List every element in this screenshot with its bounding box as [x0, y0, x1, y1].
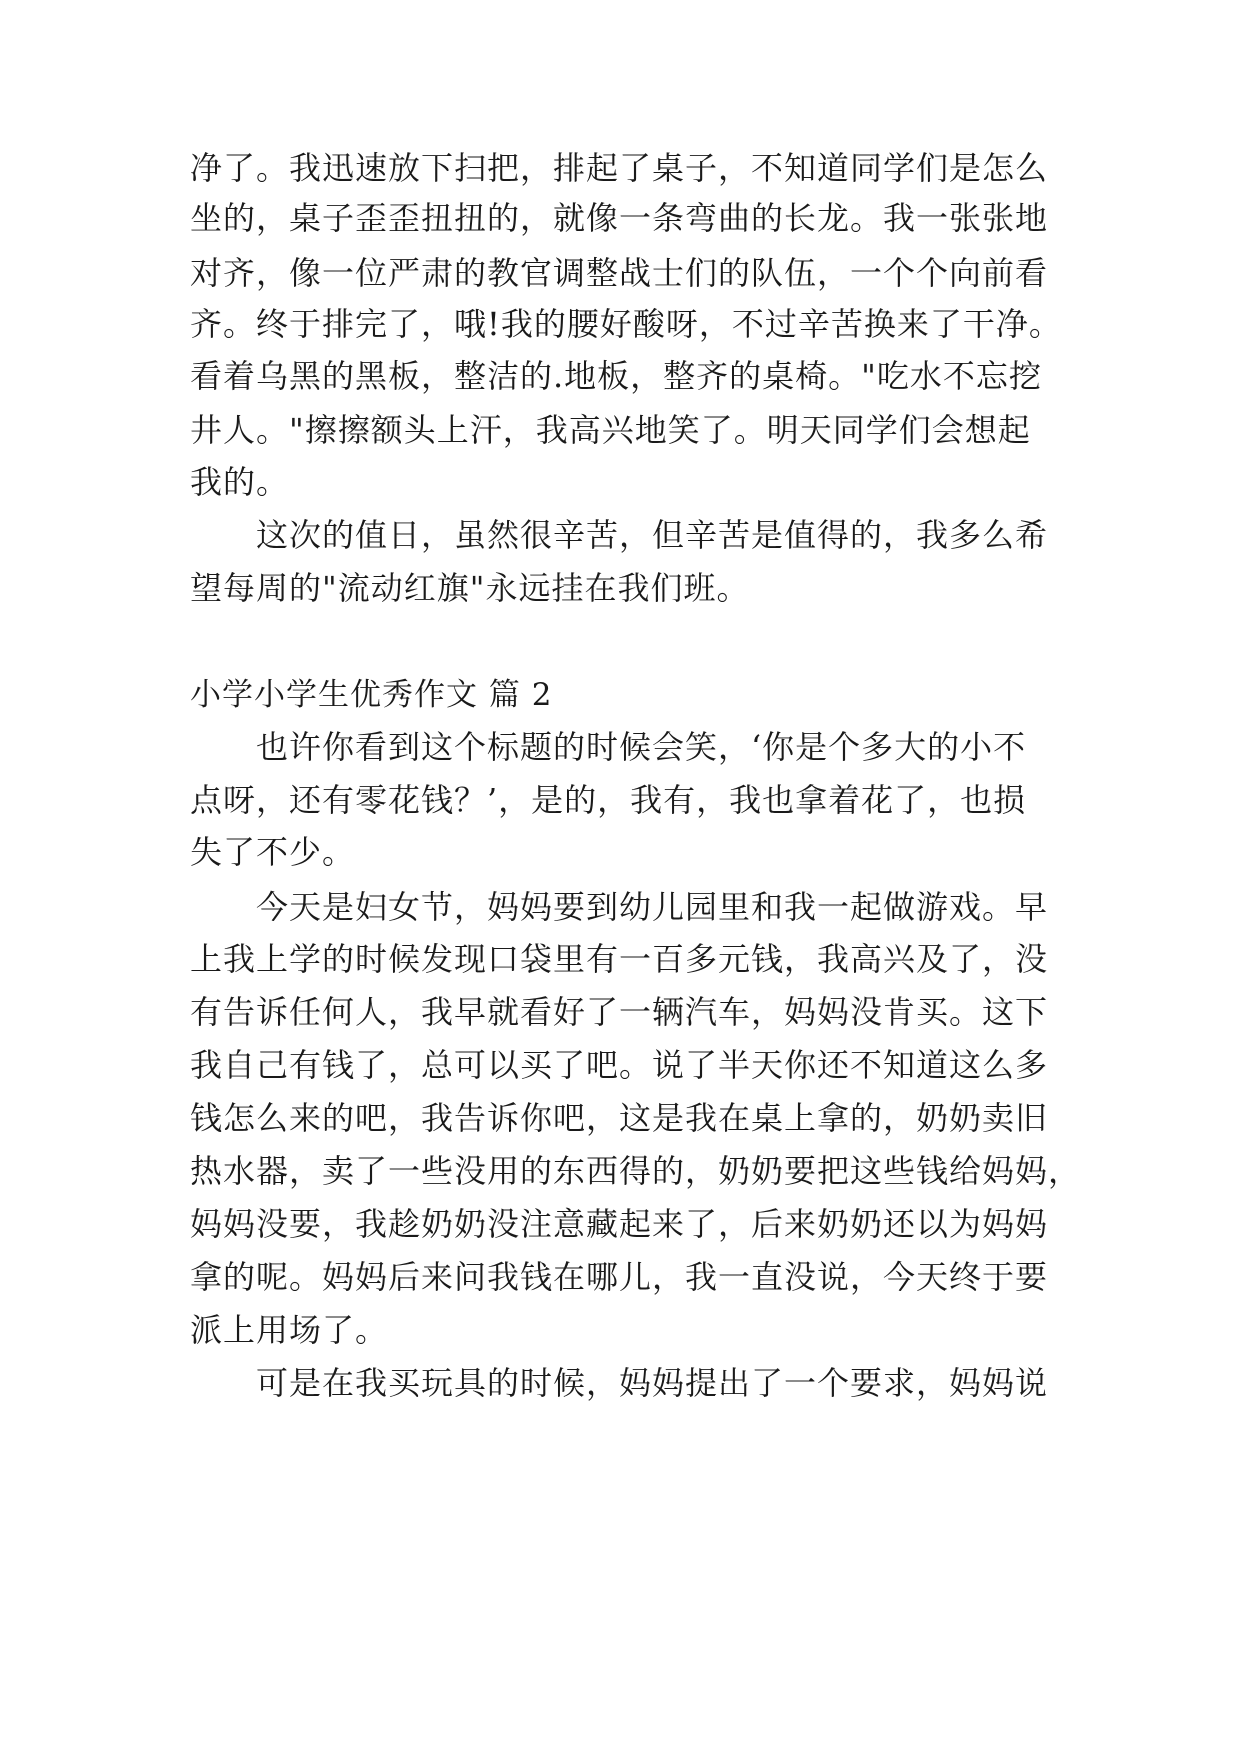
paragraph-line: 看着乌黑的黑板，整洁的.地板，整齐的桌椅。"吃水不忘挖 [190, 357, 1042, 395]
paragraph-line: 井人。"擦擦额头上汗，我高兴地笑了。明天同学们会想起 [190, 411, 1031, 449]
paragraph-line: 热水器，卖了一些没用的东西得的，奶奶要把这些钱给妈妈， [190, 1152, 1082, 1190]
paragraph-line: 失了不少。 [190, 833, 356, 871]
paragraph-line: 净了。我迅速放下扫把，排起了桌子，不知道同学们是怎么 [190, 149, 1049, 187]
paragraph-line: 可是在我买玩具的时候，妈妈提出了一个要求，妈妈说 [256, 1364, 1049, 1402]
paragraph-line: 派上用场了。 [190, 1311, 389, 1349]
section-heading: 小学小学生优秀作文 篇 2 [190, 677, 553, 713]
paragraph-line: 坐的，桌子歪歪扭扭的，就像一条弯曲的长龙。我一张张地 [190, 199, 1049, 237]
paragraph-line: 有告诉任何人，我早就看好了一辆汽车，妈妈没肯买。这下 [190, 993, 1049, 1031]
paragraph-line: 对齐，像一位严肃的教官调整战士们的队伍，一个个向前看 [190, 254, 1049, 292]
paragraph-line: 齐。终于排完了，哦!我的腰好酸呀，不过辛苦换来了干净。 [190, 305, 1062, 343]
paragraph-line: 今天是妇女节，妈妈要到幼儿园里和我一起做游戏。早 [256, 888, 1049, 926]
paragraph-line: 望每周的"流动红旗"永远挂在我们班。 [190, 569, 750, 607]
paragraph-line: 我的。 [190, 463, 290, 501]
paragraph-line: 钱怎么来的吧，我告诉你吧，这是我在桌上拿的，奶奶卖旧 [190, 1099, 1049, 1137]
paragraph-line: 也许你看到这个标题的时候会笑，‘你是个多大的小不 [256, 728, 1027, 766]
paragraph-line: 上我上学的时候发现口袋里有一百多元钱，我高兴及了，没 [190, 940, 1049, 978]
paragraph-line: 我自己有钱了，总可以买了吧。说了半天你还不知道这么多 [190, 1046, 1049, 1084]
paragraph-line: 点呀，还有零花钱？’，是的，我有，我也拿着花了，也损 [190, 781, 1027, 819]
paragraph-line: 这次的值日，虽然很辛苦，但辛苦是值得的，我多么希 [256, 516, 1049, 554]
paragraph-line: 妈妈没要，我趁奶奶没注意藏起来了，后来奶奶还以为妈妈 [190, 1205, 1049, 1243]
paragraph-line: 拿的呢。妈妈后来问我钱在哪儿，我一直没说，今天终于要 [190, 1258, 1049, 1296]
